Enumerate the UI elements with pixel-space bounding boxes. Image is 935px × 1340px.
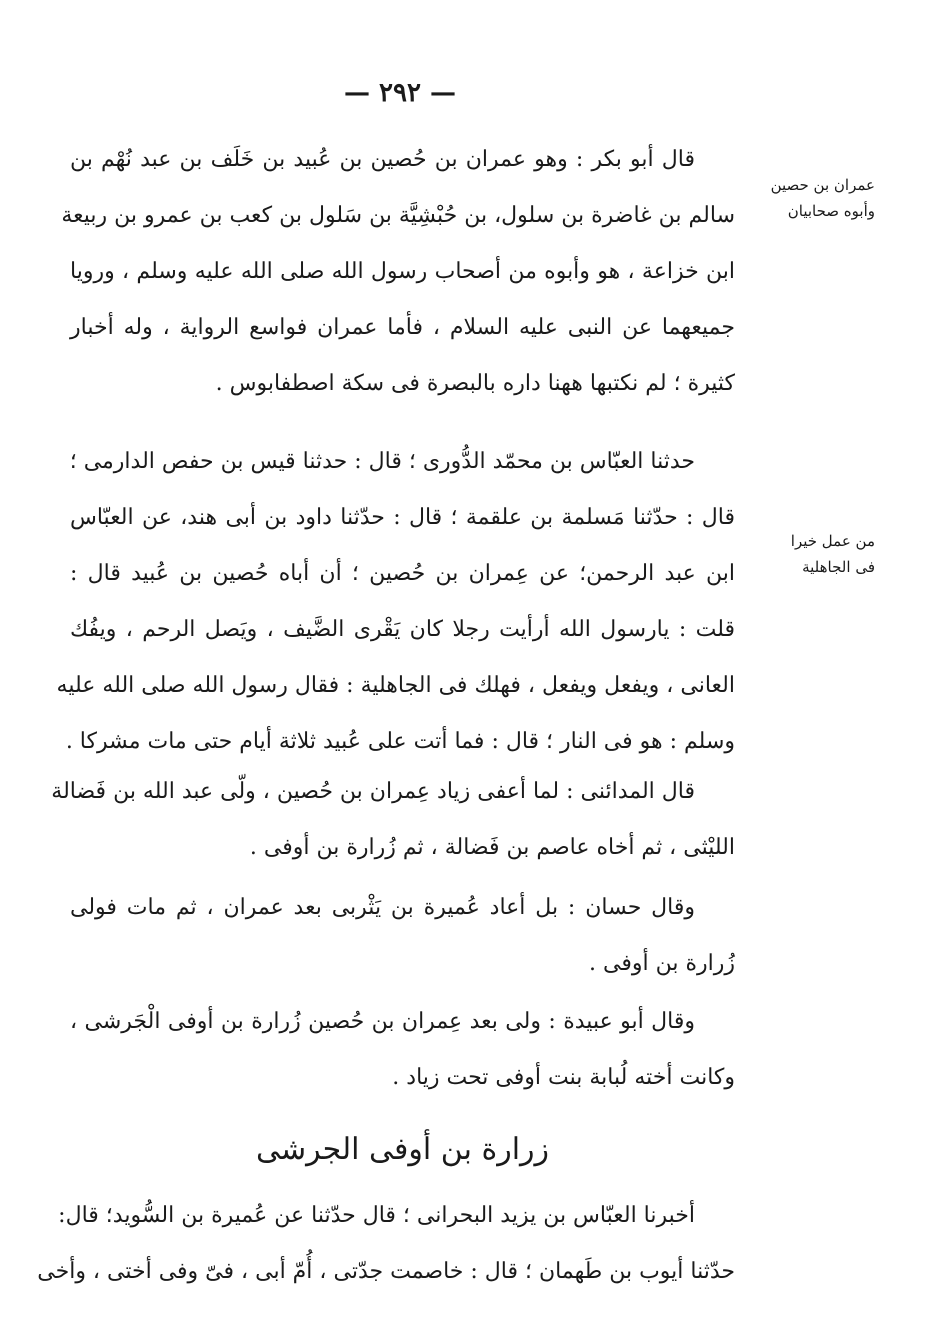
text-line: قال أبو بكر : وهو عمران بن حُصين بن عُبيد بن خَلَف بن عبد نُهْم بن <box>70 147 695 172</box>
text-line: جميعهما عن النبى عليه السلام ، فأما عمران فواسع الرواية ، وله أخبار <box>70 315 735 340</box>
margin-note-1 <box>755 172 875 224</box>
paragraph-3 <box>51 764 735 876</box>
margin-note-line: عمران بن حصين <box>770 176 875 194</box>
text-line: أخبرنا العبّاس بن يزيد البحرانى ؛ قال حدّثنا عن عُميرة بن السُّويد؛ قال: <box>58 1203 695 1228</box>
text-line: وسلم : هو فى النار ؛ قال : فما أتت على عُبيد ثلاثة أيام حتى مات مشركا . <box>65 729 735 754</box>
text-line: قال : حدّثنا مَسلمة بن علقمة ؛ قال : حدّثنا داود بن أبى هند، عن العبّاس <box>70 505 735 530</box>
paragraph-6 <box>37 1188 735 1300</box>
margin-note-2 <box>755 528 875 580</box>
text-line: زُرارة بن أوفى . <box>589 951 735 976</box>
paragraph-5 <box>70 994 735 1106</box>
margin-note-line: فى الجاهلية <box>802 558 875 576</box>
text-line: ابن خزاعة ، هو وأبوه من أصحاب رسول الله صلى الله عليه وسلم ، ورويا <box>70 259 735 284</box>
margin-note-line: وأبوه صحابيان <box>787 202 875 220</box>
text-line: العانى ، ويفعل ويفعل ، فهلك فى الجاهلية : فقال رسول الله صلى الله عليه <box>56 673 735 698</box>
text-line: وكانت أخته لُبابة بنت أوفى تحت زياد . <box>392 1065 735 1090</box>
text-line: وقال أبو عبيدة : ولى بعد عِمران بن حُصين زُرارة بن أوفى الْجَرشى ، <box>70 1009 695 1034</box>
text-line: قلت : يارسول الله أرأيت رجلا كان يَقْرى الضَّيف ، ويَصل الرحم ، ويفُك <box>70 617 735 642</box>
text-line: كثيرة ؛ لم نكتبها ههنا داره بالبصرة فى سكة اصطفابوس . <box>215 371 735 396</box>
text-line: سالم بن غاضرة بن سلول، بن حُبْشِيَّة بن سَلول بن كعب بن عمرو بن ربيعة <box>61 203 735 228</box>
text-line: حدثنا العبّاس بن محمّد الدُّورى ؛ قال : حدثنا قيس بن حفص الدارمى ؛ <box>69 449 695 474</box>
text-line: الليْثى ، ثم أخاه عاصم بن فَضالة ، ثم زُرارة بن أوفى . <box>249 835 735 860</box>
text-line: وقال حسان : بل أعاد عُميرة بن يَثْربى بعد عمران ، ثم مات فولى <box>70 895 695 920</box>
section-title: زرارة بن أوفى الجرشى <box>255 1132 549 1167</box>
paragraph-1 <box>61 132 735 412</box>
text-line: قال المدائنى : لما أعفى زياد عِمران بن حُصين ، ولّى عبد الله بن فَضالة <box>51 779 695 804</box>
paragraph-2 <box>56 434 735 770</box>
text-line: ابن عبد الرحمن؛ عن عِمران بن حُصين ؛ أن أباه حُصين بن عُبيد قال : <box>70 561 735 586</box>
text-line: حدّثنا أيوب بن طَهمان ؛ قال : خاصمت جدّتى ، أُمّ أبى ، فىّ وفى أختى ، وأخى <box>37 1259 735 1284</box>
page-number: — ٢٩٢ — <box>343 78 457 108</box>
paragraph-4 <box>70 880 735 992</box>
margin-note-line: من عمل خيرا <box>790 532 875 550</box>
